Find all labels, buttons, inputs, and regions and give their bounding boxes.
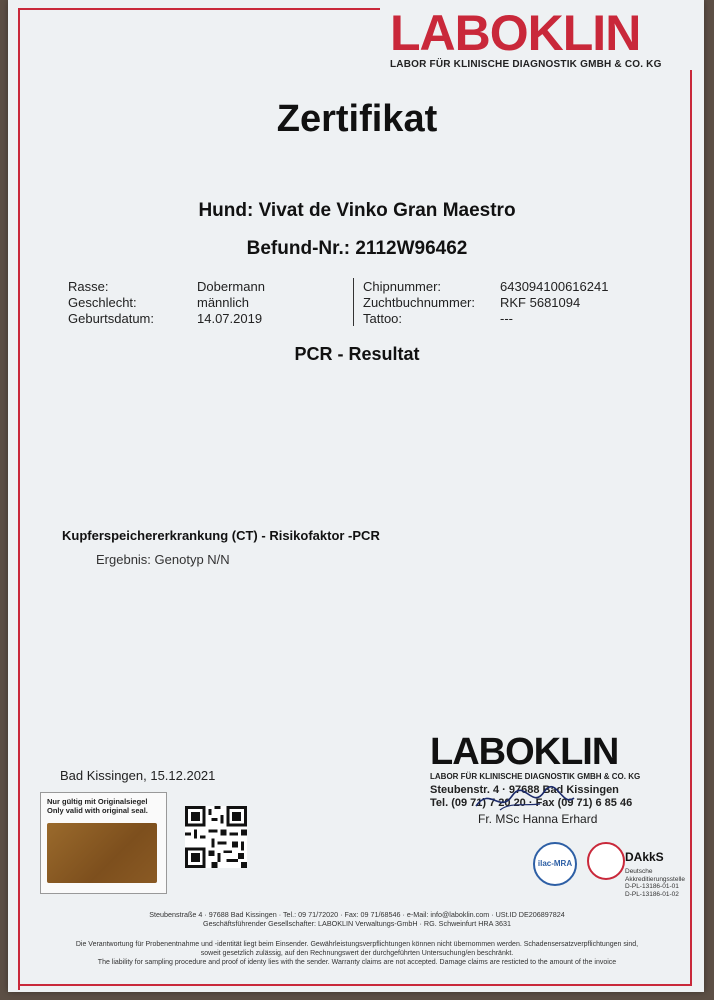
details-left-labels	[68, 279, 154, 327]
stamp-address: Steubenstr. 4 · 97688 Bad Kissingen	[430, 784, 619, 796]
seal-text-en: Only valid with original seal.	[47, 806, 148, 815]
signer-name: Fr. MSc Hanna Erhard	[478, 812, 598, 826]
laboklin-logo	[390, 5, 690, 72]
detail-label-chip: Chipnummer:	[363, 279, 442, 294]
dakks-label: DAkkS	[625, 850, 664, 864]
stamp-phone: Tel. (09 71) 7 20 20 · Fax (09 71) 6 85 46	[430, 797, 633, 809]
dakks-line2: Akkreditierungsstelle	[625, 875, 685, 883]
logo-subtitle: LABOR FÜR KLINISCHE DIAGNOSTIK GMBH & CO. KG	[390, 59, 662, 70]
footer-registry: Geschäftsführender Gesellschafter: LABOKLIN Verwaltungs-GmbH · RG. Schweinfurt HRA 3631	[203, 919, 511, 928]
seal-text-de: Nur gültig mit Originalsiegel	[47, 797, 148, 806]
footer-disclaimer	[0, 940, 714, 967]
detail-label-tattoo: Tattoo:	[363, 311, 403, 326]
footer-address: Steubenstraße 4 · 97688 Bad Kissingen · Tel.: 09 71/72020 · Fax: 09 71/68546 · e-Mail: info@laboklin.com · USt.ID DE206897824	[149, 910, 565, 919]
seal-box	[40, 792, 167, 894]
qr-code	[185, 806, 247, 868]
logo-word: LABOKLIN	[390, 5, 641, 61]
test-name: Kupferspeichererkrankung (CT) - Risikofaktor -PCR	[62, 528, 380, 543]
details-left-values	[197, 279, 265, 327]
detail-label-birthdate: Geburtsdatum:	[68, 311, 154, 326]
stamp-subtitle: LABOR FÜR KLINISCHE DIAGNOSTIK GMBH & CO. KG	[430, 772, 641, 781]
details-right-labels	[363, 279, 475, 327]
ilac-logo: ilac-MRA	[533, 842, 577, 886]
detail-value-chip: 643094100616241	[500, 279, 609, 294]
test-result: Ergebnis: Genotyp N/N	[96, 552, 230, 567]
detail-value-birthdate: 14.07.2019	[197, 311, 263, 326]
detail-value-studbook: RKF 5681094	[500, 295, 581, 310]
place-date: Bad Kissingen, 15.12.2021	[60, 768, 216, 783]
section-title: PCR - Resultat	[294, 344, 420, 364]
detail-value-tattoo: ---	[500, 311, 513, 326]
stamp-logo-word: LABOKLIN	[430, 731, 619, 773]
detail-value-sex: männlich	[197, 295, 250, 310]
details-divider	[353, 278, 354, 326]
disclaimer-de-2: soweit gesetzlich zulässig, auf den Rechnungswert der durchgeführten Untersuchung/en beschränkt.	[200, 950, 514, 957]
disclaimer-de: Die Verantwortung für Probenentnahme und -identität liegt beim Einsender. Gewährleistungsverpflichtungen können nicht übernommen werden. Schadensersatzverpflichtungen sind,	[75, 941, 639, 948]
gold-seal	[47, 823, 157, 883]
red-border-bottom	[18, 984, 692, 986]
detail-label-studbook: Zuchtbuchnummer:	[363, 295, 475, 310]
dakks-line4: D-PL-13186-01-02	[625, 890, 679, 898]
dog-name: Hund: Vivat de Vinko Gran Maestro	[198, 200, 516, 221]
footer-company-info	[0, 910, 714, 928]
report-number: Befund-Nr.: 2112W96462	[246, 238, 468, 259]
page-title: Zertifikat	[276, 98, 438, 140]
dakks-line1: Deutsche	[625, 868, 653, 875]
detail-value-breed: Dobermann	[197, 279, 265, 294]
detail-label-sex: Geschlecht:	[68, 295, 137, 310]
detail-label-breed: Rasse:	[68, 279, 109, 294]
red-border-top	[18, 8, 380, 10]
dakks-logo	[587, 842, 625, 880]
red-border-left	[18, 8, 20, 990]
details-right-values	[500, 279, 608, 327]
dakks-line3: D-PL-13186-01-01	[625, 883, 679, 890]
disclaimer-en: The liability for sampling procedure and proof of identy lies with the sender. Warranty claims are not accepted. Damage claims are resticted to the amount of the invoice	[97, 959, 617, 966]
dakks-details	[625, 868, 685, 898]
